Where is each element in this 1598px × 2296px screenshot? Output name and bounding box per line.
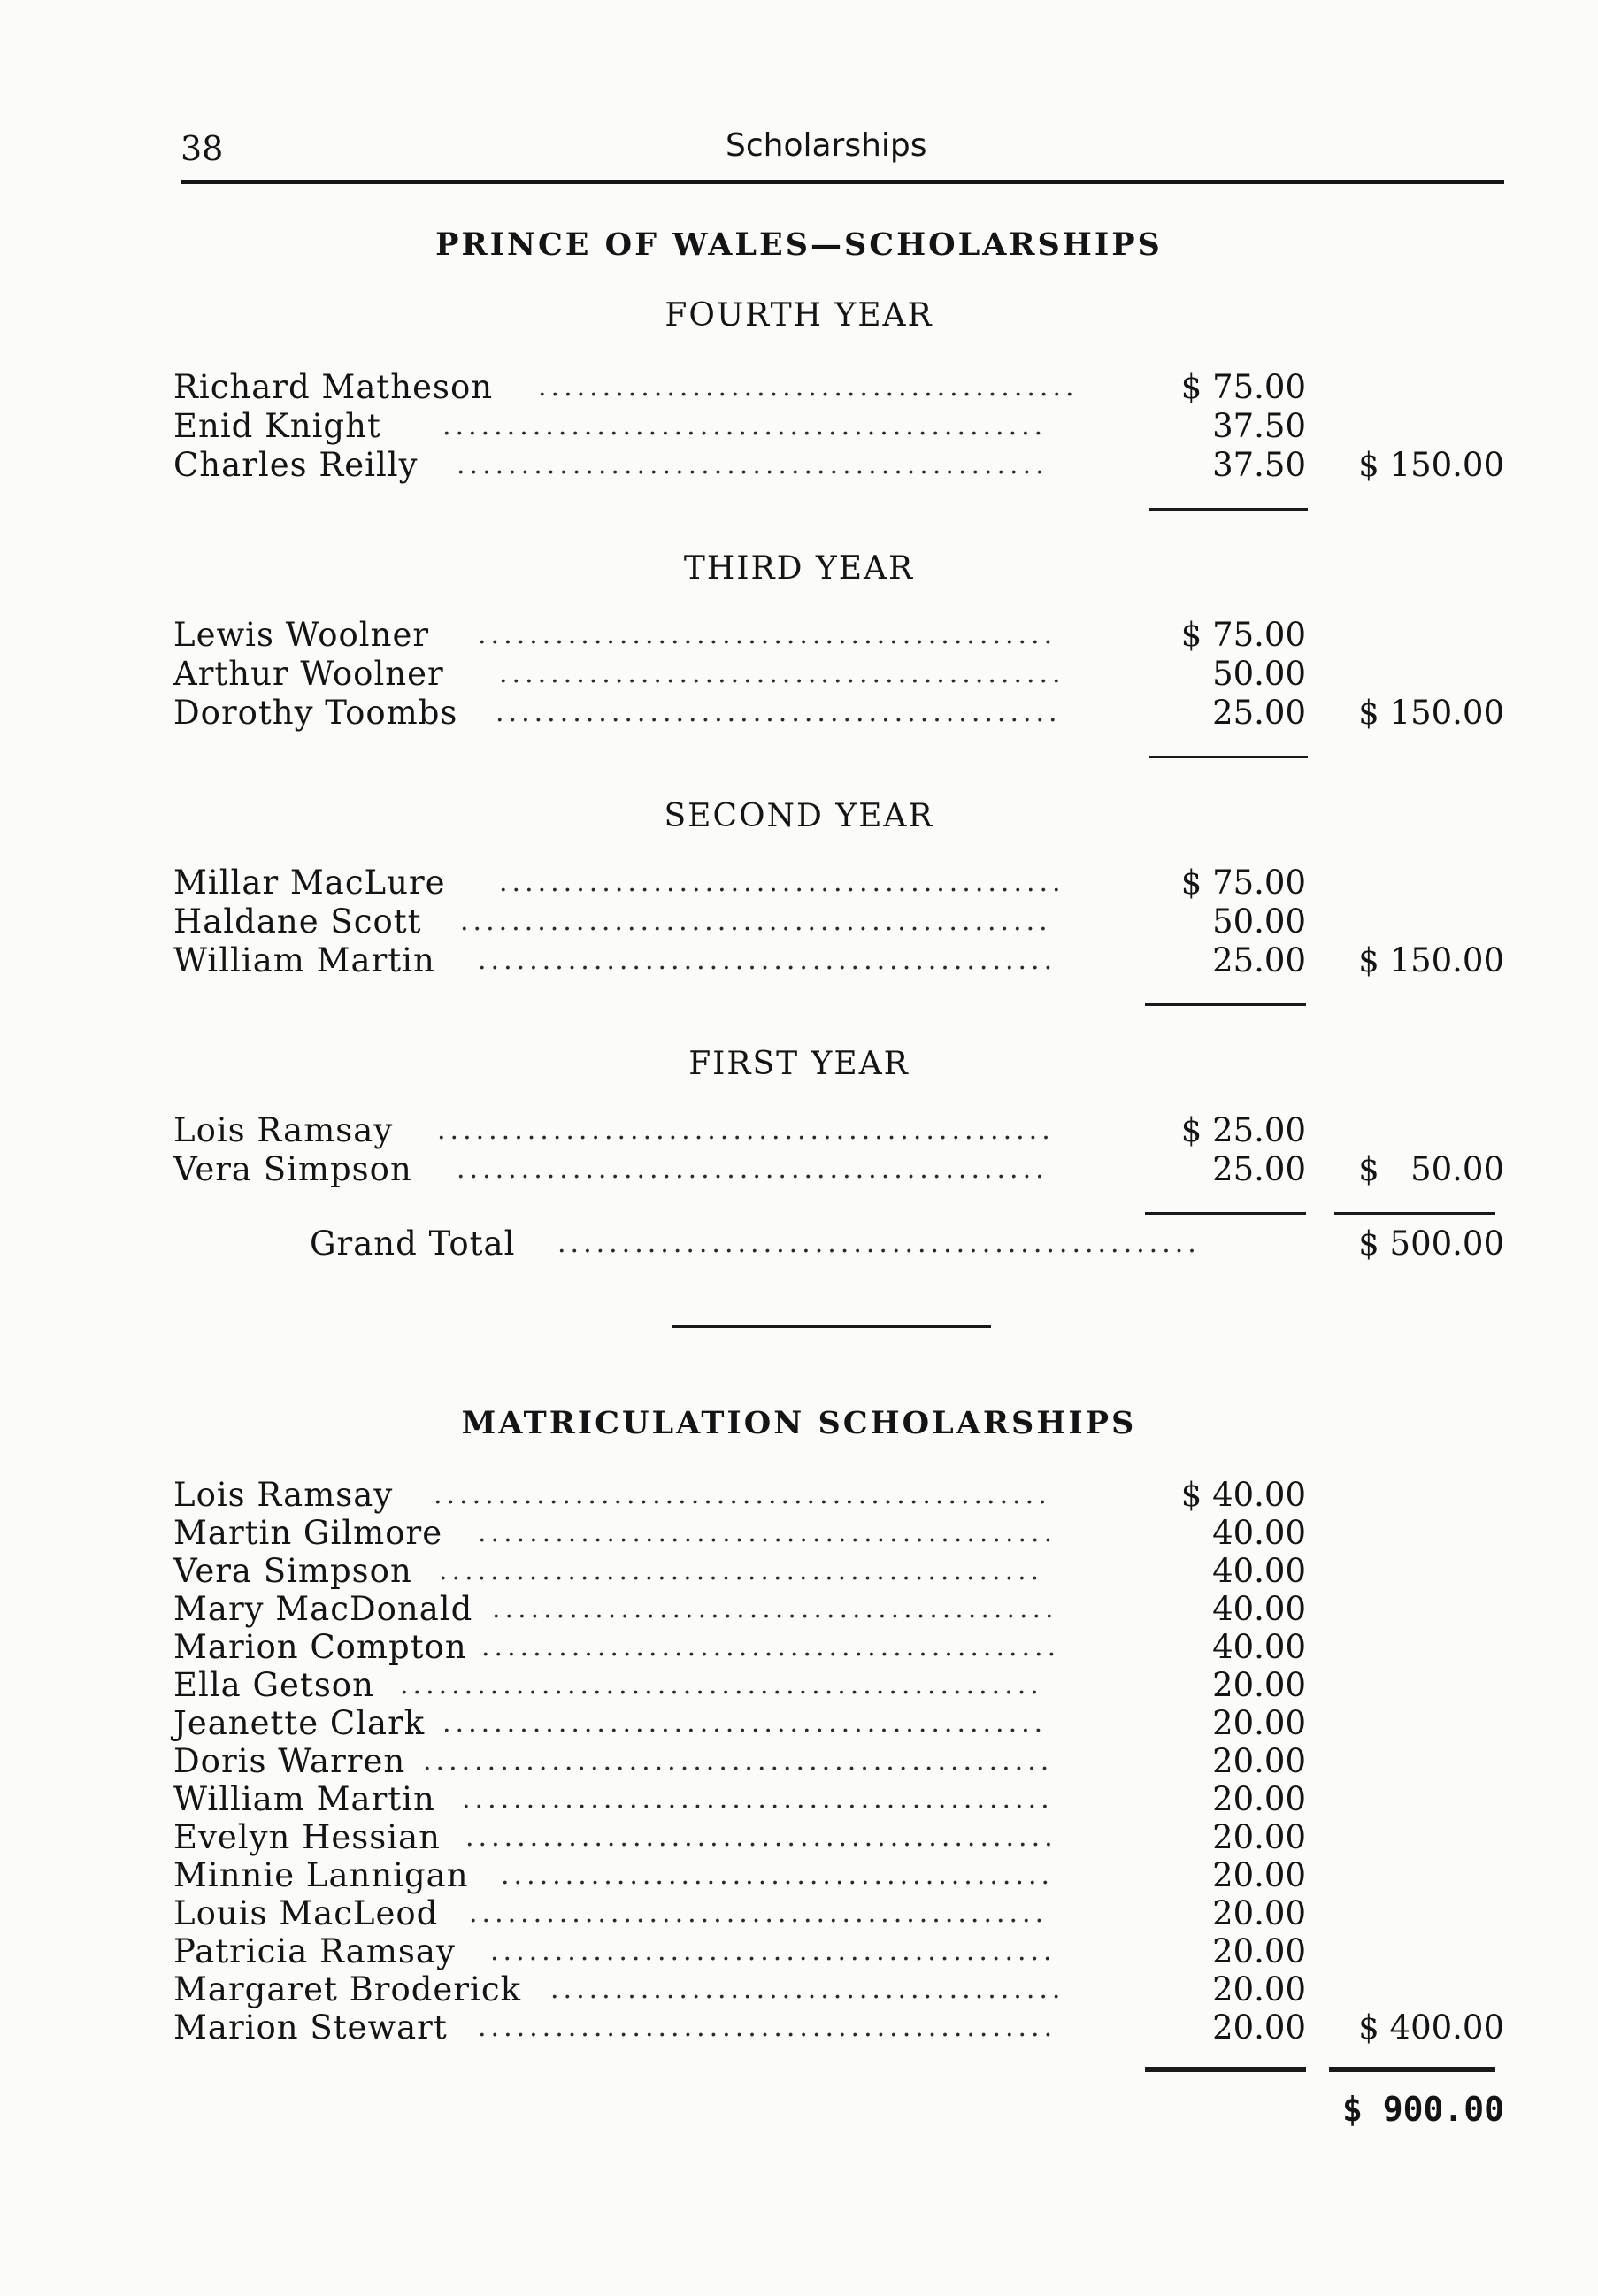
scholar-name: Lois Ramsay <box>173 1476 394 1514</box>
year-total: $ 150.00 <box>1358 694 1504 732</box>
scholarship-amount: 20.00 <box>1212 1704 1306 1742</box>
scholar-name: Charles Reilly <box>173 446 419 484</box>
table-row <box>0 1856 1598 1895</box>
scholar-name: Margaret Broderick <box>173 1970 521 2008</box>
scholarship-amount: 20.00 <box>1212 1780 1306 1818</box>
year-total: $ 150.00 <box>1358 941 1504 979</box>
scholar-name: Doris Warren <box>173 1742 406 1780</box>
fourth-year-heading: FOURTH YEAR <box>665 297 933 334</box>
table-row <box>0 864 1598 902</box>
scholarship-amount: $ 75.00 <box>1180 864 1306 902</box>
dot-leader: .......................................... <box>538 372 1079 403</box>
scholarship-amount: 40.00 <box>1212 1628 1306 1666</box>
table-row <box>0 941 1598 980</box>
subtotal-rule <box>1145 1212 1306 1215</box>
dot-leader: ........................................... <box>501 1860 1055 1891</box>
dot-leader: ............................................. <box>478 1517 1057 1548</box>
page-header <box>181 120 1508 173</box>
table-row <box>0 1780 1598 1819</box>
scholarship-amount: $ 25.00 <box>1180 1111 1306 1149</box>
scholarship-amount: 37.50 <box>1212 446 1306 484</box>
scholar-name: Vera Simpson <box>173 1150 412 1188</box>
first-year-heading: FIRST YEAR <box>688 1046 910 1082</box>
scholarship-amount: 20.00 <box>1212 2008 1306 2046</box>
dot-leader: ............................................ <box>499 658 1065 689</box>
table-row <box>0 1932 1598 1971</box>
header-rule <box>181 180 1504 184</box>
scholar-name: Richard Matheson <box>173 368 494 406</box>
scholar-name: William Martin <box>173 941 435 979</box>
table-row <box>0 1666 1598 1705</box>
total-rule <box>1329 2067 1495 2072</box>
table-row <box>0 1590 1598 1629</box>
dot-leader: .............................................. <box>457 1154 1049 1185</box>
dot-leader: ............................................ <box>492 1593 1058 1624</box>
scholar-name: Mary MacDonald <box>173 1590 473 1628</box>
scholarship-amount: 20.00 <box>1212 1894 1306 1932</box>
table-row <box>0 1552 1598 1591</box>
table-row <box>0 1818 1598 1857</box>
scholarship-amount: 20.00 <box>1212 1666 1306 1704</box>
dot-leader: ........................................ <box>550 1974 1065 2005</box>
table-row <box>0 2008 1598 2047</box>
dot-leader: ............................................. <box>478 619 1057 650</box>
scholarship-amount: 25.00 <box>1212 694 1306 732</box>
grand-total-row <box>0 1225 1598 1263</box>
scholarship-amount: 20.00 <box>1212 1818 1306 1856</box>
final-total-row <box>0 2090 1598 2139</box>
dot-leader: ............................................. <box>481 1632 1061 1662</box>
dot-leader: .............................................. <box>457 449 1049 480</box>
table-row <box>0 1742 1598 1781</box>
scholar-name: Lois Ramsay <box>173 1111 394 1149</box>
subtotal-rule <box>1149 756 1308 758</box>
dot-leader: ............................................... <box>442 1708 1048 1739</box>
dot-leader: ................................................ <box>437 1115 1055 1146</box>
table-row <box>0 616 1598 655</box>
table-row <box>0 655 1598 694</box>
dot-leader: ................................................. <box>423 1746 1054 1777</box>
scholar-name: Martin Gilmore <box>173 1514 443 1552</box>
matriculation-total: $ 400.00 <box>1358 2008 1504 2046</box>
scholar-name: Minnie Lannigan <box>173 1856 469 1894</box>
dot-leader: ................................................ <box>434 1479 1051 1510</box>
scholar-name: Louis MacLeod <box>173 1894 439 1932</box>
subtotal-rule <box>1149 508 1308 511</box>
scholarship-amount: 20.00 <box>1212 1742 1306 1780</box>
scholar-name: Vera Simpson <box>173 1552 412 1590</box>
table-row <box>0 407 1598 446</box>
grand-total-label: Grand Total <box>310 1225 516 1263</box>
table-row <box>0 1111 1598 1150</box>
scholarship-amount: 40.00 <box>1212 1590 1306 1628</box>
scholarship-amount: 50.00 <box>1212 655 1306 693</box>
final-total: $ 900.00 <box>1341 2090 1504 2129</box>
scholarship-amount: $ 75.00 <box>1180 368 1306 406</box>
table-row <box>0 1894 1598 1933</box>
table-row <box>0 1704 1598 1743</box>
dot-leader: .............................................. <box>462 1784 1054 1815</box>
page-number: 38 <box>181 129 224 168</box>
dot-leader: .................................................. <box>400 1670 1043 1701</box>
dot-leader: ............................................. <box>469 1898 1049 1929</box>
scholarship-amount: 20.00 <box>1212 1970 1306 2008</box>
scholar-name: William Martin <box>173 1780 435 1818</box>
total-rule <box>1334 1212 1495 1215</box>
dot-leader: ............................................... <box>439 1555 1044 1586</box>
dot-leader: ............................................ <box>496 697 1062 728</box>
scholar-name: Ella Getson <box>173 1666 374 1704</box>
table-row <box>0 1628 1598 1667</box>
subtotal-rule <box>1145 1003 1306 1006</box>
year-total: $ 50.00 <box>1358 1150 1504 1188</box>
scholar-name: Arthur Woolner <box>173 655 444 693</box>
scholar-name: Dorothy Toombs <box>173 694 458 732</box>
table-row <box>0 1476 1598 1515</box>
dot-leader: ............................................ <box>490 1936 1056 1967</box>
table-row <box>0 902 1598 941</box>
scholarship-amount: $ 40.00 <box>1180 1476 1306 1514</box>
scholar-name: Lewis Woolner <box>173 616 430 654</box>
table-row <box>0 1514 1598 1553</box>
scholar-name: Enid Knight <box>173 407 381 445</box>
subtotal-rule <box>1145 2067 1306 2072</box>
section-divider <box>672 1325 991 1328</box>
scholar-name: Jeanette Clark <box>173 1704 426 1742</box>
scholar-name: Patricia Ramsay <box>173 1932 456 1970</box>
scholarship-amount: 50.00 <box>1212 902 1306 941</box>
scholarship-amount: 40.00 <box>1212 1514 1306 1552</box>
scholar-name: Evelyn Hessian <box>173 1818 441 1856</box>
scholarship-amount: 37.50 <box>1212 407 1306 445</box>
dot-leader: ............................................. <box>478 2012 1057 2043</box>
dot-leader: ............................................ <box>499 867 1065 898</box>
grand-total-value: $ 500.00 <box>1358 1225 1504 1263</box>
running-title: Scholarships <box>726 127 927 164</box>
scholar-name: Marion Stewart <box>173 2008 448 2046</box>
dot-leader: ............................................. <box>478 945 1057 976</box>
third-year-heading: THIRD YEAR <box>683 550 915 587</box>
table-row <box>0 368 1598 407</box>
dot-leader: .............................................. <box>465 1822 1057 1853</box>
dot-leader: .............................................. <box>460 906 1052 937</box>
table-row <box>0 694 1598 733</box>
second-year-heading: SECOND YEAR <box>664 798 934 834</box>
prince-of-wales-heading: PRINCE OF WALES—SCHOLARSHIPS <box>435 227 1163 263</box>
matriculation-heading: MATRICULATION SCHOLARSHIPS <box>461 1405 1137 1441</box>
table-row <box>0 1970 1598 2009</box>
year-total: $ 150.00 <box>1358 446 1504 484</box>
scholarship-amount: 25.00 <box>1212 941 1306 979</box>
scholarship-amount: 25.00 <box>1212 1150 1306 1188</box>
dot-leader: ............................................... <box>442 411 1048 442</box>
scholarship-amount: $ 75.00 <box>1180 616 1306 654</box>
dot-leader: .................................................. <box>557 1228 1201 1259</box>
scholar-name: Millar MacLure <box>173 864 446 902</box>
scholar-name: Haldane Scott <box>173 902 422 941</box>
scholar-name: Marion Compton <box>173 1628 467 1666</box>
scholarship-amount: 20.00 <box>1212 1856 1306 1894</box>
table-row <box>0 1150 1598 1189</box>
table-row <box>0 446 1598 485</box>
scholarship-amount: 20.00 <box>1212 1932 1306 1970</box>
scholarship-amount: 40.00 <box>1212 1552 1306 1590</box>
